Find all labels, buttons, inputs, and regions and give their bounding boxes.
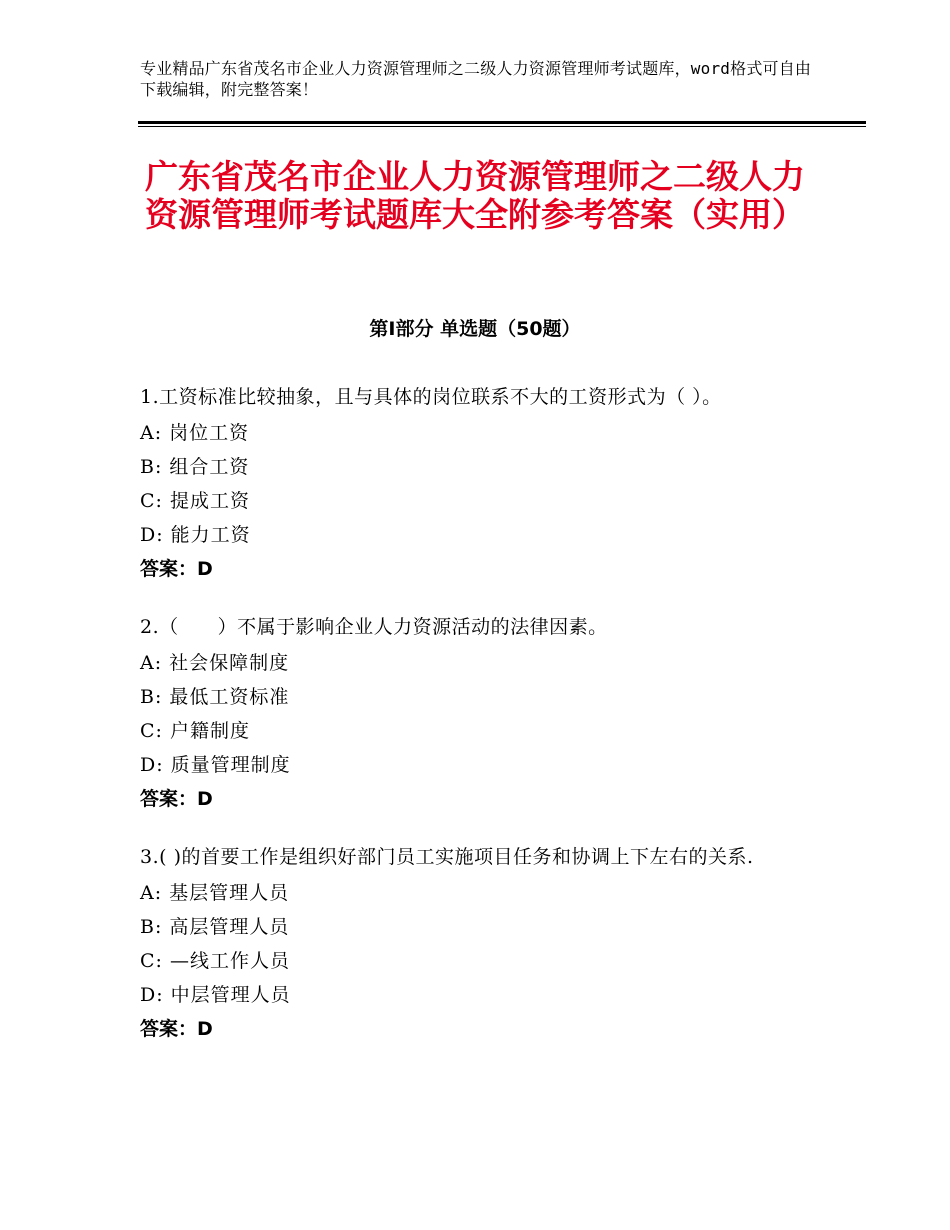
option-a: A: 社会保障制度 <box>140 652 290 674</box>
option-a: A: 基层管理人员 <box>140 882 290 904</box>
option-b: B: 最低工资标准 <box>140 686 290 708</box>
header-note: 专业精品广东省茂名市企业人力资源管理师之二级人力资源管理师考试题库，word格式可自由下载编辑，附完整答案！ <box>140 59 812 99</box>
question-3 <box>140 842 820 1046</box>
question-stem: 3.( )的首要工作是组织好部门员工实施项目任务和协调上下左右的关系. <box>140 846 754 868</box>
option-d: D: 能力工资 <box>140 524 251 546</box>
option-d: D: 中层管理人员 <box>140 984 291 1006</box>
option-a: A: 岗位工资 <box>140 422 250 444</box>
header-rule-thick <box>138 121 866 124</box>
question-stem: 1.工资标准比较抽象，且与具体的岗位联系不大的工资形式为（ ）。 <box>140 386 722 408</box>
question-list <box>140 382 820 1072</box>
section-title: 第Ⅰ部分 单选题（50题） <box>369 318 581 340</box>
option-b: B: 高层管理人员 <box>140 916 290 938</box>
answer-label: 答案：D <box>140 558 213 580</box>
option-d: D: 质量管理制度 <box>140 754 291 776</box>
option-c: C: —线工作人员 <box>140 950 290 972</box>
question-1 <box>140 382 820 586</box>
question-2 <box>140 612 820 816</box>
document-title: 广东省茂名市企业人力资源管理师之二级人力资源管理师考试题库大全附参考答案（实用） <box>145 157 805 234</box>
option-c: C: 户籍制度 <box>140 720 250 742</box>
question-stem: 2.（ ）不属于影响企业人力资源活动的法律因素。 <box>140 616 608 638</box>
option-c: C: 提成工资 <box>140 490 250 512</box>
header-rule-thin <box>138 126 866 127</box>
answer-label: 答案：D <box>140 1018 213 1040</box>
answer-label: 答案：D <box>140 788 213 810</box>
option-b: B: 组合工资 <box>140 456 250 478</box>
